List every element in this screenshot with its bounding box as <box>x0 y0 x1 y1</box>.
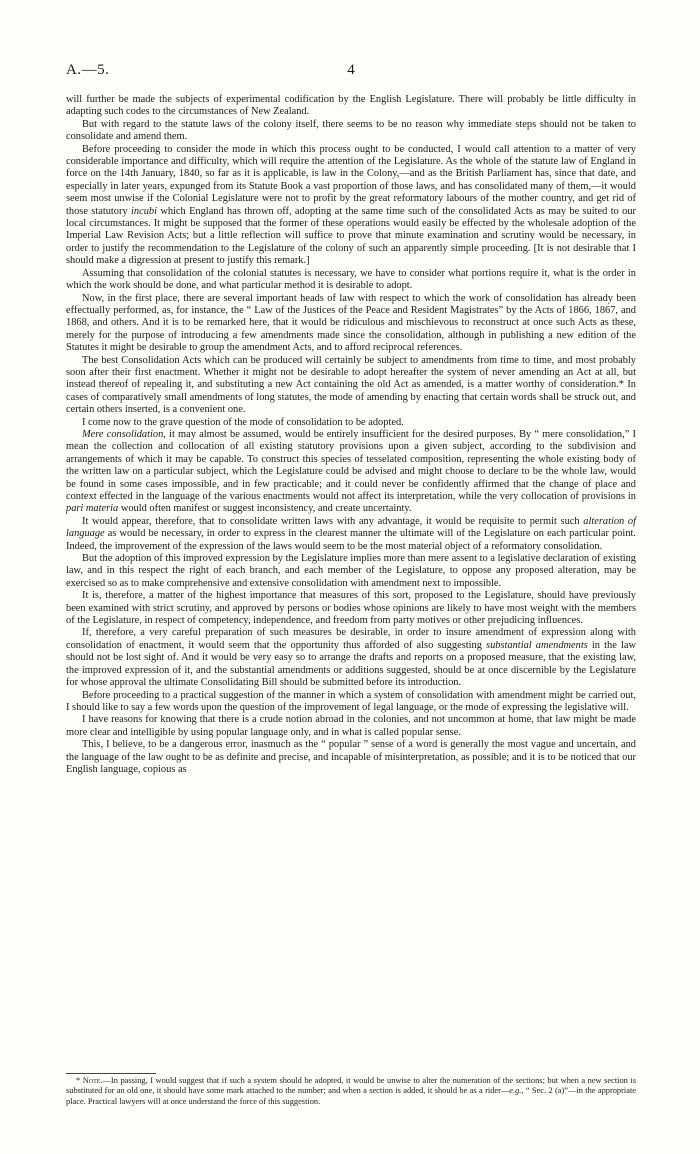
emphasis: substantial amendments <box>486 639 588 651</box>
paragraph: If, therefore, a very careful preparation of such measures be desirable, in order to insure amendment of expression along with consolidation of enactment, it would seem that the opportunity thus afforded of also suggesting substantial amendments in the law should not be lost sight of. And it would be very easy so to arrange the drafts and reports on a proposed measure, that the existing law, the improved expression of it, and the substantial amendments or additions suggested, should be at once discernible by the Legislature for whose approval the ultimate Consolidating Bill should be submitted before its introduction. <box>66 627 636 689</box>
document-reference: A.—5. <box>66 62 110 78</box>
paragraph: Before proceeding to a practical suggestion of the manner in which a system of consolidation with amendment might be carried out, I should like to say a few words upon the question of the improvement of legal language, or the mode of expressing the legislative will. <box>66 689 636 713</box>
paragraph: Assuming that consolidation of the colonial statutes is necessary, we have to consider what portions require it, what is the order in which the work should be done, and what particular method it is desirable to adopt. <box>66 267 636 292</box>
emphasis: alteration of language <box>66 515 636 540</box>
emphasis: e.g., <box>509 1086 524 1096</box>
paragraph: But with regard to the statute laws of the colony itself, there seems to be no reason why immediate steps should not be taken to consolidate and amend them. <box>66 118 636 143</box>
paragraph: I come now to the grave question of the mode of consolidation to be adopted. <box>82 416 404 428</box>
paragraph: Mere consolidation, it may almost be assumed, would be entirely insufficient for the desired purposes. By “ mere consolidation,” I mean the collection and collocation of all existing statutory provisions upon a given subject, according to the subdivision and arrangements of which it may be capable. To construct this species of tesselated composition, representing the whole existing body of the written law on a particular subject, which the Legislature could be advised and might choose to declare to be the whole law, would be found in some cases impossible, and in few practicable; and it could never be confidently affirmed that the change of place and context effected in the language of the various enactments would not affect its interpretation, while the very collocation of provisions in pari materia would often manifest or suggest inconsistency, and create uncertainty. <box>66 428 636 515</box>
footnote: * Note.—In passing, I would suggest that if such a system should be adopted, it would be unwise to alter the numeration of the sections; but when a new section is substituted for an old one, it should have some mark attached to the number; and when a section is added, it should be as a rider—e.g., “ Sec. 2 (a)”—in the appropriate place. Practical lawyers will at once understand the force of this suggestion. <box>66 1076 637 1106</box>
paragraph: will further be made the subjects of experimental codification by the English Legislature. There will probably be little difficulty in adapting such codes to the circumstances of New Zealand. <box>66 94 636 118</box>
paragraph: The best Consolidation Acts which can be produced will certainly be subject to amendments from time to time, and most probably soon after their first enactment. Whether it might not be desirable to adopt hereafter the system of never amending an Act at all, but instead thereof of repealing it, and substituting a new Act containing the old Act as amended, is a matter worthy of consideration.* In cases of comparatively small amendments of long statutes, the mode of amending by enacting that certain words shall be struck out, and certain others inserted, is a convenient one. <box>66 354 636 416</box>
paragraph: I have reasons for knowing that there is a crude notion abroad in the colonies, and not uncommon at home, that law might be made more clear and intelligible by using popular language only, and in what is called popular sense. <box>66 714 636 738</box>
paragraph: It is, therefore, a matter of the highest importance that measures of this sort, proposed to the Legislature, should have previously been examined with strict scrutiny, and approved by persons or bodies whose opinions are likely to have most weight with the members of the Legislature, in respect of competency, independence, and freedom from party motives or other prejudicing influences. <box>66 590 636 627</box>
emphasis: incubi <box>131 205 157 217</box>
footnote-divider <box>66 1073 156 1074</box>
footnote-label: Note. <box>82 1076 103 1085</box>
emphasis: Mere consolidation <box>82 428 164 440</box>
footnote-marker: * <box>76 1076 83 1085</box>
body-text <box>66 94 636 776</box>
paragraph: Before proceeding to consider the mode in which this process ought to be conducted, I would call attention to a matter of very considerable importance and difficulty, which will require the attention of the Legislature. As the whole of the statute law of England in force on the 14th January, 1840, so far as it is applicable, is law in the Colony,—and as the British Parliament has, since that date, and especially in later years, expunged from its Statute Book a vast proportion of those laws, and has consolidated many of them,—it would seem most unwise if the Colonial Legislature were not to profit by the great reformatory labours of the mother country, and get rid of those statutory incubi which England has thrown off, adopting at the same time such of the consolidated Acts as may be suited to our local circumstances. It might be supposed that the former of these operations would easily be effected by the wholesale adoption of the Imperial Law Revision Acts; but a little reflection will suffice to prove that minute examination and scrutiny would be necessary, in order to justify the recommendation to the Legislature of the colony of such an apparently simple proceeding. [It is not desirable that I should make a digression at present to justify this remark.] <box>66 143 636 267</box>
paragraph: It would appear, therefore, that to consolidate written laws with any advantage, it would be requisite to permit such alteration of language as would be necessary, in order to express in the clearest manner the ultimate will of the Legislature on each particular point. Indeed, the improvement of the expression of the laws would seem to be the most material object of a reformatory consolidation. <box>66 515 636 552</box>
paragraph: But the adoption of this improved expression by the Legislature implies more than mere assent to a legislative declaration of existing law, and in this respect the right of each branch, and each member of the Legislature, to oppose any proposed alteration, may be exercised so as to make comprehensive and extensive consolidation with amendment next to impossible. <box>66 553 636 589</box>
paragraph: This, I believe, to be a dangerous error, inasmuch as the “ popular ” sense of a word is generally the most vague and uncertain, and the language of the law ought to be as definite and precise, and incapable of misinterpretation, as possible; and it is to be noticed that our English language, copious as <box>66 739 636 775</box>
paragraph: Now, in the first place, there are several important heads of law with respect to which the work of consolidation has already been effectually performed, as, for instance, the “ Law of the Justices of the Peace and Resident Magistrates” by the Acts of 1866, 1867, and 1868, and others. And it is to be remarked here, that it would be ridiculous and mischievous to reconstruct at once such Acts as these, merely for the purpose of introducing a few amendments made since the consolidation, although in publishing a new edition of the Statutes it might be desirable to group the amendment Acts, and to afford reciprocal references. <box>66 292 636 354</box>
page-number: 4 <box>347 62 355 78</box>
page-header <box>66 62 636 82</box>
emphasis: pari materia <box>66 503 119 515</box>
